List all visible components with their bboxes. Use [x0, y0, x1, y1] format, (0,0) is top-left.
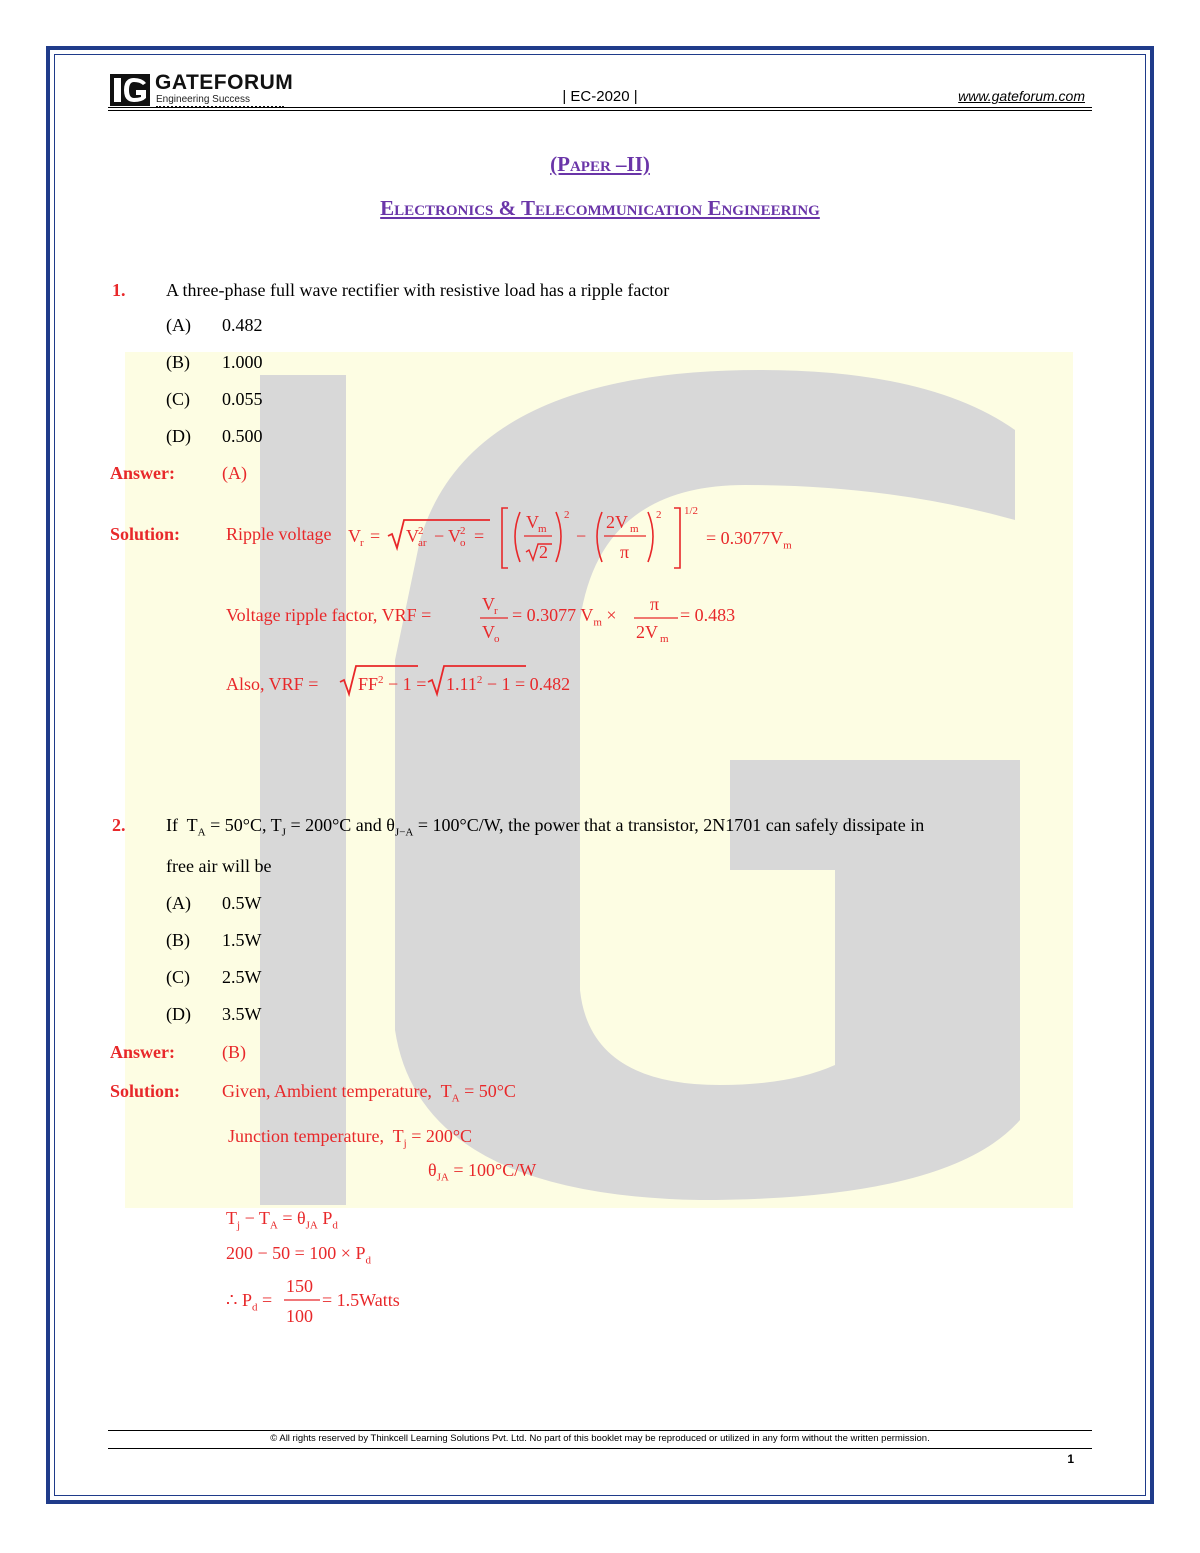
- svg-text:2: 2: [564, 509, 570, 521]
- svg-text:−: −: [434, 526, 445, 546]
- q1-sol-line2-result: = 0.483: [680, 605, 736, 625]
- q1-sol-line3-ff: $FF^2 - 1$ =: [358, 674, 427, 694]
- q2-option-value: 3.5W: [222, 1004, 262, 1024]
- q1-sol-line1-prefix: Ripple voltage: [226, 524, 332, 544]
- q2-option-value: 1.5W: [222, 930, 262, 950]
- svg-text:π: π: [650, 594, 660, 614]
- svg-text:V: V: [526, 512, 539, 532]
- svg-text:2: 2: [656, 509, 662, 521]
- website-link[interactable]: www.gateforum.com: [958, 88, 1085, 104]
- svg-text:=: =: [474, 526, 485, 546]
- exam-code: | EC-2020 |: [562, 88, 638, 105]
- footer-divider: [108, 1430, 1092, 1431]
- q2-power-fraction: [282, 1274, 326, 1330]
- q2-option-label: (A): [166, 893, 191, 913]
- q2-answer-label: Answer:: [110, 1042, 175, 1062]
- q1-sol-line3-val: 1.11$^2$ − 1 = 0.482: [446, 674, 571, 694]
- q1-option-value: 0.055: [222, 389, 263, 409]
- q2-option-label: (B): [166, 930, 190, 950]
- header-divider: [108, 107, 1092, 111]
- q2-sol-line1: Given, Ambient temperature, $T_A = 50^\circ C$: [222, 1081, 516, 1105]
- q2-fraction-denominator: 100: [286, 1306, 313, 1326]
- paper-title: (Paper –II): [550, 152, 650, 176]
- q2-number: 2.: [112, 815, 126, 835]
- q1-option-label: (B): [166, 352, 190, 372]
- svg-text:2V: 2V: [636, 622, 658, 642]
- q1-option-value: 1.000: [222, 352, 263, 372]
- subject-title: Electronics & Telecommunication Engineering: [380, 196, 820, 220]
- q2-text-line1: If $T_A = 50^\circ C$, $T_J = 200^\circ C$ and $\theta_{J-A} = 100^\circ C/W$, the power that a transistor, 2N1701 can safely dissipate in: [166, 815, 925, 839]
- svg-text:V: V: [348, 526, 361, 546]
- q1-option-label: (C): [166, 389, 190, 409]
- svg-text:2: 2: [539, 542, 548, 562]
- svg-text:o: o: [460, 537, 466, 549]
- q1-text: A three-phase full wave rectifier with resistive load has a ripple factor: [166, 280, 670, 300]
- q2-sol-line3: $\theta_{JA} = 100^\circ C/W$: [428, 1160, 537, 1184]
- svg-text:m: m: [660, 633, 669, 645]
- q1-sol-line3-prefix: Also, VRF =: [226, 674, 319, 694]
- q1-sol-line2-prefix: Voltage ripple factor, VRF =: [226, 605, 432, 625]
- q1-option-label: (D): [166, 426, 191, 446]
- q1-sol-line1-result: = $0.3077V_m$: [706, 528, 792, 552]
- q2-option-value: 2.5W: [222, 967, 262, 987]
- svg-text:V: V: [482, 622, 495, 642]
- svg-text:r: r: [494, 605, 498, 617]
- svg-text:V: V: [482, 594, 495, 614]
- svg-text:=: =: [370, 526, 381, 546]
- svg-text:r: r: [360, 537, 364, 549]
- logo-name: GATEFORUM: [155, 71, 294, 94]
- page-number: 1: [1067, 1452, 1074, 1466]
- q1-number: 1.: [112, 280, 126, 300]
- q2-sol-line2: Junction temperature, $T_j = 200^\circ C$: [228, 1126, 473, 1150]
- q2-answer: (B): [222, 1042, 246, 1062]
- q2-option-label: (C): [166, 967, 190, 987]
- svg-text:π: π: [620, 542, 630, 562]
- svg-text:2: 2: [460, 525, 466, 537]
- svg-text:ar: ar: [418, 537, 427, 549]
- q2-text-line2: free air will be: [166, 856, 272, 876]
- q2-fraction-numerator: 150: [286, 1276, 313, 1296]
- q2-sol-line6-prefix: ∴ $P_d$ =: [226, 1290, 273, 1314]
- svg-text:1/2: 1/2: [684, 505, 699, 517]
- q2-sol-line4: $T_j - T_A = \theta_{JA}$ $P_d$: [226, 1208, 338, 1232]
- footer-divider: [108, 1448, 1092, 1449]
- q1-solution-label: Solution:: [110, 524, 181, 544]
- q2-sol-line5: $200 - 50 = 100 \times P_d$: [226, 1243, 371, 1267]
- q1-answer: (A): [222, 463, 247, 483]
- q1-pi-fraction: [632, 588, 682, 648]
- logo-tagline: Engineering Success: [156, 94, 284, 108]
- copyright-notice: © All rights reserved by Thinkcell Learning Solutions Pvt. Ltd. No part of this booklet may be reproduced or utilized in any form without the written permission.: [270, 1433, 930, 1444]
- svg-text:2: 2: [418, 525, 424, 537]
- q2-option-value: 0.5W: [222, 893, 262, 913]
- svg-text:m: m: [538, 523, 547, 535]
- svg-text:−: −: [576, 526, 587, 546]
- q2-sol-line6-result: = 1.5Watts: [322, 1290, 400, 1310]
- svg-text:m: m: [630, 523, 639, 535]
- q1-answer-label: Answer:: [110, 463, 175, 483]
- q1-option-value: 0.500: [222, 426, 263, 446]
- svg-text:V: V: [448, 526, 461, 546]
- q1-option-label: (A): [166, 315, 191, 335]
- q1-sol-line2-mid: = 0.3077 $V_m$ ×: [512, 605, 617, 629]
- q2-option-label: (D): [166, 1004, 191, 1024]
- svg-text:o: o: [494, 633, 500, 645]
- svg-text:2V: 2V: [606, 512, 628, 532]
- q2-solution-label: Solution:: [110, 1081, 181, 1101]
- q1-option-value: 0.482: [222, 315, 263, 335]
- svg-text:V: V: [406, 526, 419, 546]
